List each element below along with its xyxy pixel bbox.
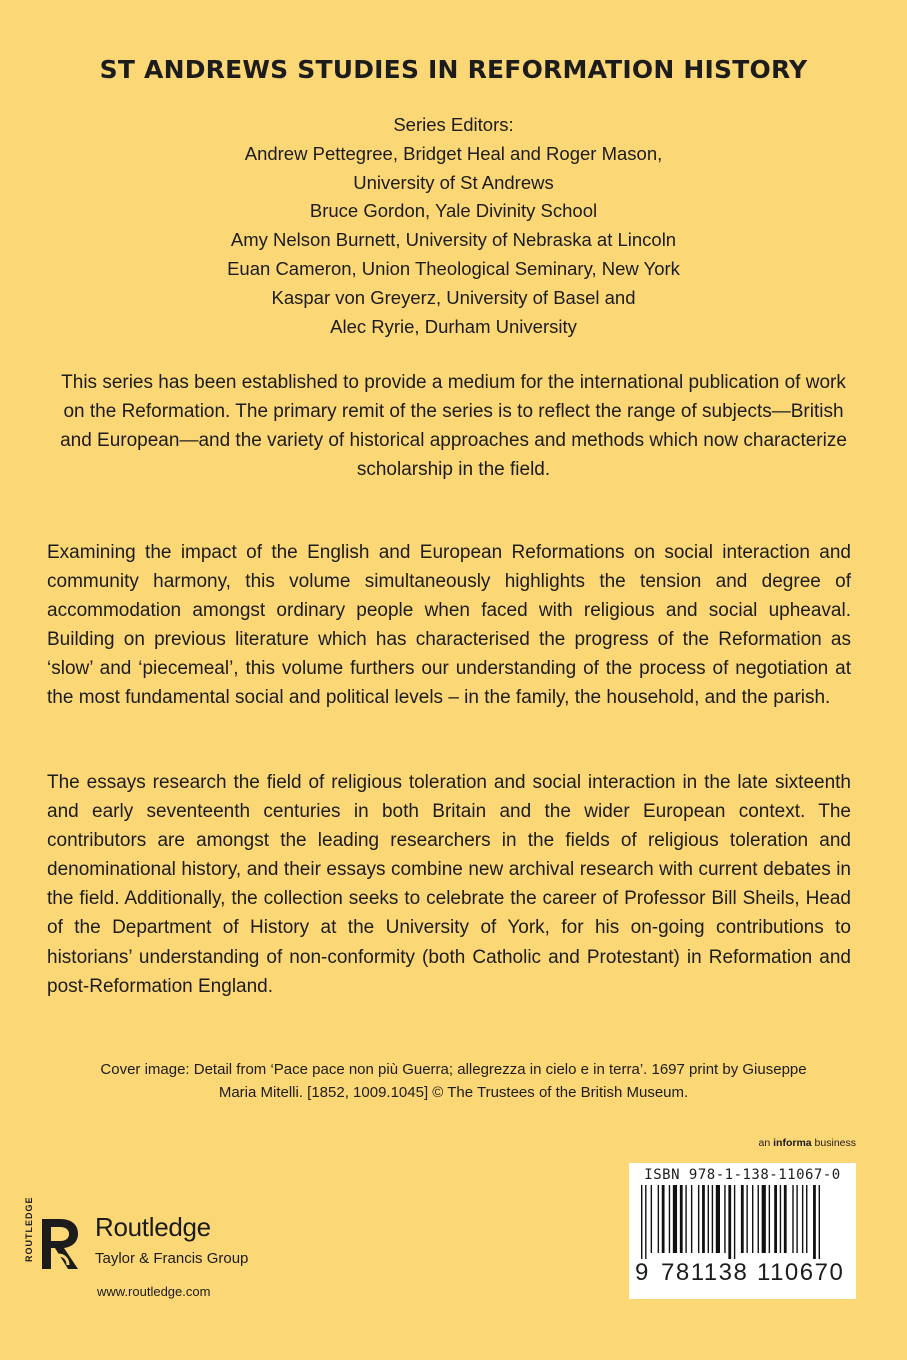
routledge-vertical-label: ROUTLEDGE [24, 1196, 34, 1262]
credit-line-2: Maria Mitelli. [1852, 1009.1045] © The Trustees of the British Museum. [218, 1084, 689, 1101]
blurb-paragraph-2: The essays research the field of religious toleration and social interaction in the late sixteenth and early seventeenth centuries in both Britain and the wider European context. The contributors are amongst the leading researchers in the fields of religious toleration and denominational history, and their essays combine new archival research with current debates in the field. Additionally, the collection seeks to celebrate the career of Professor Bill Sheils, Head of the Department of History at the University of York, for his on-going contributions to historians’ understanding of non-conformity (both Catholic and Protestant) in Reformation and post-Reformation England. [47, 772, 851, 997]
barcode-group-1: 781138 [661, 1259, 749, 1286]
cover-image-credit [40, 1058, 867, 1104]
barcode-group-2: 110670 [757, 1259, 845, 1286]
series-title: ST ANDREWS STUDIES IN REFORMATION HISTORY [99, 55, 808, 84]
editor-line: Amy Nelson Burnett, University of Nebraska at Lincoln [230, 229, 677, 251]
series-description: This series has been established to provide a medium for the international publication of work on the Reformation. The primary remit of the series is to reflect the range of subjects—British and European—and the variety of historical approaches and methods which now characterize scholarship in the field. [60, 372, 847, 480]
informa-brand: informa [773, 1137, 812, 1149]
isbn-text: ISBN 978-1-138-11067-0 [644, 1167, 841, 1183]
publisher-name: Routledge [95, 1212, 211, 1242]
barcode-lead-digit: 9 [635, 1259, 650, 1286]
editor-line: Kaspar von Greyerz, University of Basel and [271, 286, 636, 308]
editor-line: Euan Cameron, Union Theological Seminary, New York [227, 257, 680, 279]
publisher-group: Taylor & Francis Group [95, 1250, 249, 1267]
blurb-paragraph-1: Examining the impact of the English and European Reformations on social interaction and community harmony, this volume simultaneously highlights the tension and degree of accommodation amongst ordinary people when faced with religious and social upheaval. Building on previous literature which has characterised the progress of the Reformation as ‘slow’ and ‘piecemeal’, this volume furthers our understanding of the process of negotiation at the most fundamental social and political levels – in the family, the household, and the parish. [47, 542, 851, 709]
editor-line: University of St Andrews [353, 171, 554, 193]
isbn-barcode [629, 1163, 856, 1299]
editor-line: Andrew Pettegree, Bridget Heal and Roger Mason, [244, 142, 663, 164]
editors-heading: Series Editors: [393, 114, 514, 135]
informa-suffix: business [811, 1137, 856, 1149]
informa-prefix: an [758, 1137, 774, 1149]
barcode-bars [637, 1185, 849, 1259]
routledge-logo-icon [38, 1215, 88, 1273]
credit-line-1: Cover image: Detail from ‘Pace pace non più Guerra; allegrezza in cielo e in terra’. 1697 print by Giuseppe [100, 1061, 807, 1078]
editor-line: Bruce Gordon, Yale Divinity School [309, 200, 598, 222]
publisher-url: www.routledge.com [97, 1284, 211, 1299]
informa-business-label [759, 1137, 856, 1149]
series-editors [0, 111, 907, 341]
editor-line: Alec Ryrie, Durham University [330, 315, 577, 337]
